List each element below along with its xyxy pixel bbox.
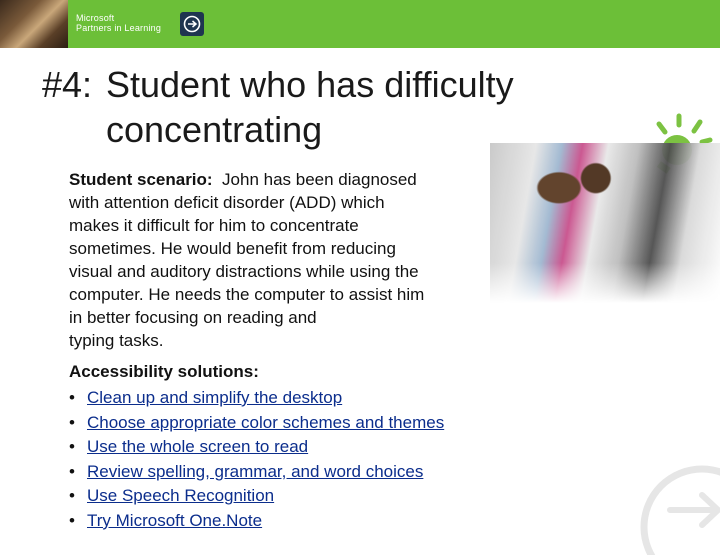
brand-line2: Partners in Learning xyxy=(76,23,162,33)
bullet: • xyxy=(69,388,75,407)
list-item xyxy=(69,460,444,485)
solution-link-spelling[interactable]: Review spelling, grammar, and word choices xyxy=(87,461,424,481)
solution-link-whole-screen[interactable]: Use the whole screen to read xyxy=(87,437,309,457)
title-number: #4: xyxy=(42,64,93,105)
bullet: • xyxy=(69,412,75,432)
scenario-text xyxy=(69,168,479,352)
bullet: • xyxy=(69,486,75,506)
solution-link-color-schemes[interactable]: Choose appropriate color schemes and themes xyxy=(87,412,445,432)
solution-link-speech-recognition[interactable]: Use Speech Recognition xyxy=(87,486,275,506)
title-line-1: Student who has difficulty xyxy=(106,64,514,105)
photo-fade xyxy=(490,263,720,303)
solution-link-onenote[interactable]: Try Microsoft One.Note xyxy=(87,510,263,530)
solutions-heading: Accessibility solutions: xyxy=(69,362,259,381)
scenario-line: in better focusing on reading and xyxy=(69,308,317,327)
next-arrow-icon[interactable] xyxy=(630,455,720,555)
scenario-line: typing tasks. xyxy=(69,331,164,350)
list-item xyxy=(69,386,444,411)
bullet: • xyxy=(69,461,75,481)
scenario-first-line xyxy=(69,168,479,191)
list-item xyxy=(69,509,444,534)
bullet: • xyxy=(69,510,75,530)
scenario-line: computer. He needs the computer to assist him xyxy=(69,285,425,304)
scenario-line: visual and auditory distractions while using the xyxy=(69,262,419,281)
title-line-2: concentrating xyxy=(106,109,323,150)
scenario-line: sometimes. He would benefit from reducing xyxy=(69,239,396,258)
brand-line1: Microsoft xyxy=(76,13,115,23)
scenario-line: John has been diagnosed xyxy=(222,170,417,189)
list-item xyxy=(69,484,444,509)
solution-link-clean-desktop[interactable]: Clean up and simplify the desktop xyxy=(87,388,343,407)
list-item xyxy=(69,435,444,460)
scenario-label: Student scenario: xyxy=(69,170,213,189)
solutions-list xyxy=(69,386,444,534)
brand-logo xyxy=(76,13,161,33)
bullet: • xyxy=(69,437,75,457)
list-item xyxy=(69,411,444,436)
scenario-line: with attention deficit disorder (ADD) which xyxy=(69,193,385,212)
header-banner xyxy=(0,0,720,48)
banner-photo xyxy=(0,0,68,48)
scenario-line: makes it difficult for him to concentrate xyxy=(69,216,359,235)
partners-logo-icon xyxy=(180,12,204,36)
